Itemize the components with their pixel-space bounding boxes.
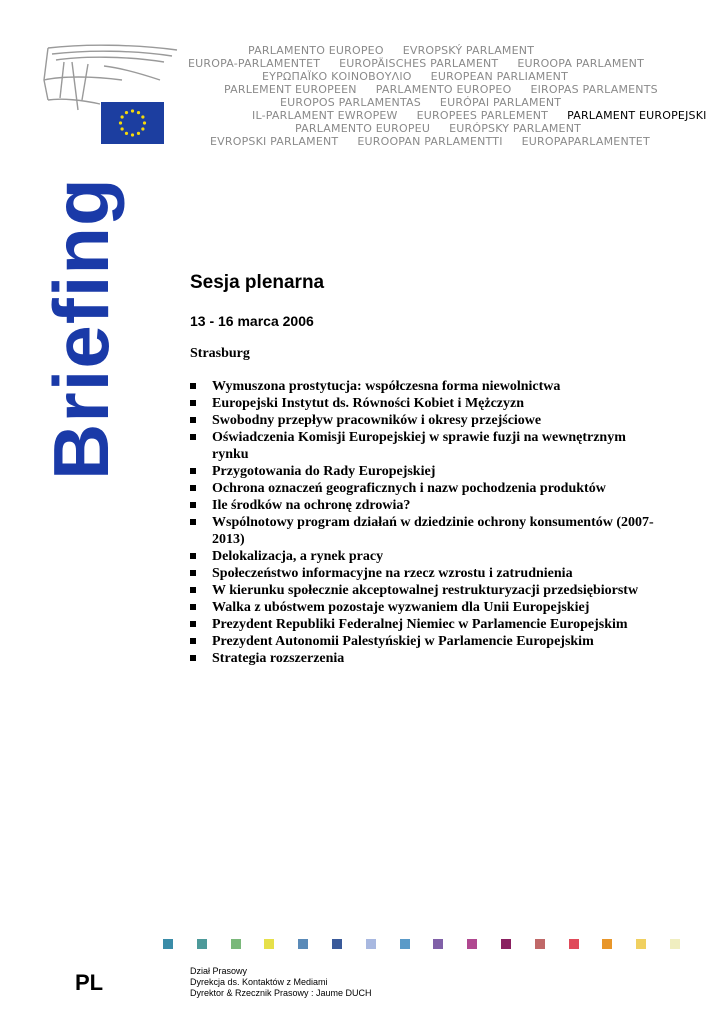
topic-item [190,650,660,667]
parliament-name: EUROOPA PARLAMENT [517,57,645,70]
parliament-name: IL-PARLAMENT EWROPEW [252,109,398,122]
parliament-name: ΕΥΡΩΠΑΪΚΟ ΚΟΙΝΟΒΟΥΛΙΟ [262,70,412,83]
topic-list [190,378,660,667]
topic-item [190,480,660,497]
session-place: Strasburg [190,346,250,361]
parliament-name: PARLAMENTO EUROPEU [295,122,431,135]
color-square [501,939,511,949]
topic-text: Oświadczenia Komisji Europejskiej w sprawie fuzji na wewnętrznym rynku [212,430,626,462]
topic-text: Społeczeństwo informacyjne na rzecz wzrostu i zatrudnienia [212,566,573,581]
topic-item [190,599,660,616]
color-square [197,939,207,949]
topic-item [190,463,660,480]
color-square [433,939,443,949]
parliament-name: EIROPAS PARLAMENTS [530,83,658,96]
color-square [264,939,274,949]
color-square [366,939,376,949]
topic-item [190,548,660,565]
flag-star-icon [119,121,122,124]
square-bullet-icon [190,587,196,593]
topic-item [190,582,660,599]
color-square [231,939,241,949]
parliament-name: PARLAMENT EUROPEJSKI [567,109,707,122]
square-bullet-icon [190,400,196,406]
color-square [467,939,477,949]
flag-star-icon [141,115,144,118]
topic-text: Swobodny przepływ pracowników i okresy przejściowe [212,413,542,428]
parliament-name: EURÓPAI PARLAMENT [439,96,562,109]
page-title: Sesja plenarna [190,272,325,293]
topic-text: Ile środków na ochronę zdrowia? [212,498,411,513]
parliament-name: PARLAMENTO EUROPEO [375,83,512,96]
square-bullet-icon [190,519,196,525]
parliament-name: EUROPÄISCHES PARLAMENT [339,57,499,70]
topic-item [190,616,660,633]
topic-text: W kierunku społecznie akceptowalnej restrukturyzacji przedsiębiorstw [212,583,639,598]
topic-text: Prezydent Autonomii Palestyńskiej w Parlamencie Europejskim [212,634,594,649]
flag-star-icon [121,115,124,118]
square-bullet-icon [190,570,196,576]
topic-item [190,429,660,463]
parliament-name: EUROPEAN PARLIAMENT [430,70,568,83]
language-code: PL [75,970,104,995]
parliament-name: EURÓPSKY PARLAMENT [449,122,582,135]
parliament-names-block [150,44,707,154]
square-bullet-icon [190,485,196,491]
color-square [535,939,545,949]
flag-star-icon [143,121,146,124]
flag-star-icon [141,127,144,130]
color-square [670,939,680,949]
topic-item [190,412,660,429]
topic-item [190,514,660,548]
color-square [636,939,646,949]
square-bullet-icon [190,638,196,644]
parliament-name: EVROPSKÝ PARLAMENT [402,44,535,57]
parliament-names-row [224,83,677,96]
color-square [332,939,342,949]
flag-star-icon [125,111,128,114]
square-bullet-icon [190,604,196,610]
square-bullet-icon [190,553,196,559]
color-square [298,939,308,949]
session-date: 13 - 16 marca 2006 [190,313,314,329]
square-bullet-icon [190,655,196,661]
parliament-names-row [210,135,669,148]
parliament-name: EVROPSKI PARLAMENT [210,135,339,148]
topic-text: Delokalizacja, a rynek pracy [212,549,384,564]
topic-item [190,633,660,650]
parliament-names-row [295,122,600,135]
footer-contact [190,966,372,999]
color-square [400,939,410,949]
topic-item [190,497,660,514]
color-square [163,939,173,949]
parliament-name: EUROPA-PARLAMENTET [188,57,321,70]
square-bullet-icon [190,417,196,423]
flag-star-icon [137,111,140,114]
topic-text: Wspólnotowy program działań w dziedzinie ochrony konsumentów (2007-2013) [212,515,654,547]
square-bullet-icon [190,502,196,508]
topic-text: Prezydent Republiki Federalnej Niemiec w Parlamencie Europejskim [212,617,628,632]
parliament-names-row [248,44,553,57]
topic-item [190,395,660,412]
parliament-names-row [262,70,587,83]
parliament-names-row [280,96,580,109]
parliament-name: PARLEMENT EUROPEEN [224,83,357,96]
parliament-name: PARLAMENTO EUROPEO [248,44,384,57]
parliament-names-row [188,57,663,70]
flag-star-icon [131,133,134,136]
topic-text: Strategia rozszerzenia [212,651,345,666]
flag-star-icon [131,109,134,112]
topic-item [190,565,660,582]
side-title: Briefing [37,177,125,480]
flag-star-icon [125,132,128,135]
parliament-names-row [252,109,724,122]
footer-line: Dyrekcja ds. Kontaktów z Mediami [190,977,328,987]
square-bullet-icon [190,383,196,389]
parliament-name: EUROPEES PARLEMENT [416,109,549,122]
topic-text: Wymuszona prostytucja: współczesna forma niewolnictwa [212,379,561,394]
topic-text: Przygotowania do Rady Europejskiej [212,464,436,479]
color-square [569,939,579,949]
square-bullet-icon [190,434,196,440]
footer-line: Dział Prasowy [190,966,248,976]
square-bullet-icon [190,468,196,474]
parliament-name: EUROPOS PARLAMENTAS [280,96,421,109]
topic-text: Europejski Instytut ds. Równości Kobiet i Mężczyzn [212,396,525,411]
topic-text: Ochrona oznaczeń geograficznych i nazw pochodzenia produktów [212,481,606,496]
flag-star-icon [137,132,140,135]
parliament-name: EUROPAPARLAMENTET [521,135,650,148]
footer-line: Dyrektor & Rzecznik Prasowy : Jaume DUCH [190,988,372,998]
topic-text: Walka z ubóstwem pozostaje wyzwaniem dla Unii Europejskiej [212,600,590,615]
parliament-name: EUROOPAN PARLAMENTTI [357,135,503,148]
color-square [602,939,612,949]
flag-star-icon [121,127,124,130]
topic-item [190,378,660,395]
square-bullet-icon [190,621,196,627]
